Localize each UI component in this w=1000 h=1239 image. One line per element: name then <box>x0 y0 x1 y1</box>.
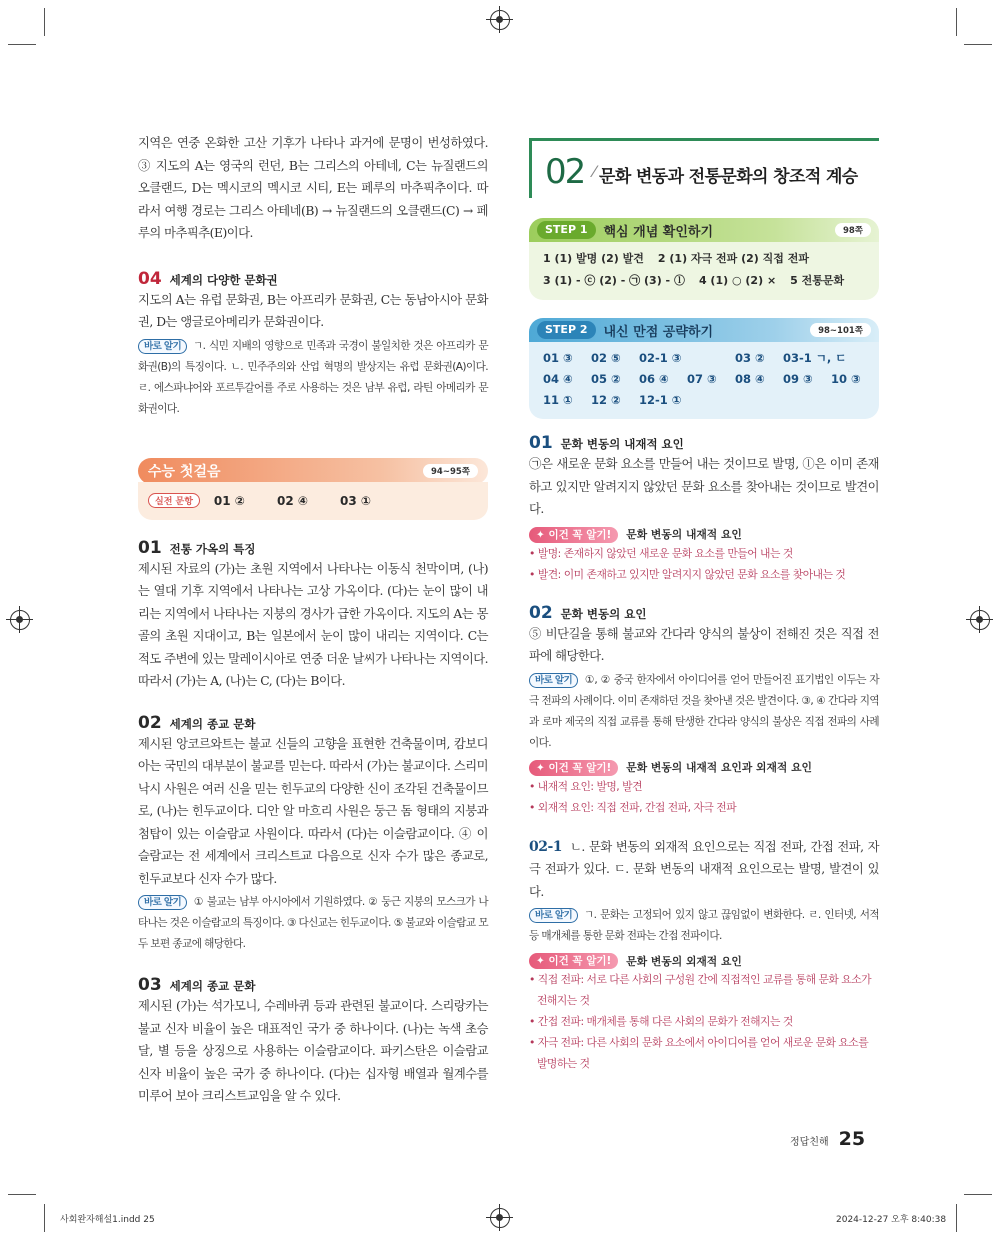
registration-mark <box>10 610 30 630</box>
page-range: 98~101쪽 <box>810 323 871 337</box>
answer-explanation: ㉠은 새로운 문화 요소를 만들어 내는 것이므로 발명, ⓛ은 이미 존재하고 있지만 알려지지 않았던 문화 요소를 찾아내는 것이므로 발견이다. <box>529 457 879 516</box>
step-title: 내신 만점 공략하기 <box>603 324 714 340</box>
question-title: 세계의 종교 문화 <box>169 979 256 993</box>
practice-tag: 실전 문항 <box>148 493 200 508</box>
section-title: 문화 변동과 전통문화의 창조적 계승 <box>599 167 858 187</box>
answer-item: 03-1 ㄱ, ㄷ <box>783 351 847 365</box>
answer-item: 01 ③ <box>543 351 573 365</box>
step1-title-bar <box>529 218 879 242</box>
question-number: 02 <box>529 602 553 623</box>
answer-explanation <box>529 836 879 904</box>
question-number: 01 <box>529 433 553 453</box>
question-header <box>138 975 488 995</box>
answer-item: 1 (1) 발명 (2) 발견 <box>543 252 644 265</box>
slash-icon: ⁄ <box>593 162 596 181</box>
list-item: • 외재적 요인: 직접 전파, 간접 전파, 자극 전파 <box>529 800 737 814</box>
correction-tag: 바로 알기 <box>529 908 578 923</box>
crop-mark <box>8 44 36 45</box>
answer-row <box>543 248 865 270</box>
answer-item: 10 ③ <box>831 372 861 386</box>
correction-text: ① 불교는 남부 아시아에서 기원하였다. ② 둥근 지붕의 모스크가 나타나는 것은 이슬람교의 특징이다. ③ 다신교는 힌두교이다. ⑤ 불교와 이슬람교 모두 보편 종교에 해당한다. <box>138 896 488 950</box>
page-range: 98쪽 <box>835 223 871 237</box>
step1-box <box>529 218 879 300</box>
answer-item: 01 ② <box>213 493 245 508</box>
answer-row <box>543 270 865 292</box>
question-title: 전통 가옥의 특징 <box>169 541 256 556</box>
suneung-answers <box>138 482 488 520</box>
suneung-box <box>138 458 488 520</box>
answer-explanation: 제시된 (가)는 석가모니, 수레바퀴 등과 관련된 불교이다. 스리랑카는 불교 신자 비율이 높은 대표적인 국가 중 하나이다. (나)는 녹색 초승달, 별 등을 상징으로 사용하는 이슬람교이다. 파키스탄은 이슬람교 신자 비율이 높은 국가 중 하나이다. (다)는 십자형 배열과 월계수를 미루어 보아 크리스트교임을 알 수 있다. <box>138 999 488 1103</box>
answer-item: 12 ② <box>591 393 621 407</box>
step2-answers <box>529 342 879 419</box>
answer-item: 05 ② <box>591 372 621 386</box>
file-info: 사회완자해설1.indd 25 <box>60 1215 155 1225</box>
section-rule <box>529 138 879 141</box>
answer-explanation: 제시된 앙코르와트는 불교 신들의 고향을 표현한 건축물이며, 캄보디아는 국민의 대부분이 불교를 믿는다. 따라서 (가)는 불교이다. 스리미낙시 사원은 여러 신을 믿는 힌두교의 다양한 신이 조각된 건축물이므로, (나)는 힌두교이다. 디안 알 마흐리 사원은 둥근 돔 형태의 지붕과 첨탑이 있는 이슬람교 사원이다. 따라서 (다)는 이슬람교이다. ④ 이슬람교는 전 세계에서 크리스트교 다음으로 신자 수가 많은 종교로, 힌두교보다 신자 수가 많다. <box>138 736 488 886</box>
list-item: • 내재적 요인: 발명, 발견 <box>529 779 643 793</box>
must-know-tag: ✦ 이건 꼭 알기! <box>529 760 618 776</box>
question-header <box>138 269 488 289</box>
list-item: • 직접 전파: 서로 다른 사회의 구성원 간에 직접적인 교류를 통해 문화 요소가 전해지는 것 <box>529 973 872 1007</box>
question-title: 문화 변동의 요인 <box>560 606 647 621</box>
must-know-title: 문화 변동의 외재적 요인 <box>626 954 742 968</box>
section-header <box>529 138 879 204</box>
answer-row <box>543 390 865 411</box>
step-label: STEP 2 <box>537 321 596 339</box>
question-header <box>138 538 488 558</box>
answer-item: 12-1 ① <box>639 393 682 407</box>
answer-explanation: 제시된 자료의 (가)는 초원 지역에서 나타나는 이동식 천막이며, (나)는 열대 기후 지역에서 나타나는 고상 가옥이다. (다)는 눈이 많이 내리는 지역에서 나타나는 지붕의 경사가 급한 가옥이다. 지도의 A는 몽골의 초원 지대이고, B는 일본에서 눈이 많이 내리는 지역이다. C는 적도 주변에 있는 말레이시아로 연중 더운 날씨가 나타나는 지역이다. 따라서 (가)는 A, (나)는 C, (다)는 B이다. <box>138 561 488 688</box>
crop-mark <box>44 8 45 36</box>
list-item: • 발견: 이미 존재하고 있지만 알려지지 않았던 문화 요소를 찾아내는 것 <box>529 567 846 581</box>
question-number: 03 <box>138 975 162 995</box>
page-number: 25 <box>838 1128 866 1150</box>
answer-text: ㄴ. 문화 변동의 외재적 요인으로는 직접 전파, 간접 전파, 자극 전파가 있다. ㄷ. 문화 변동의 내재적 요인으로는 발명, 발견이 있다. <box>529 839 879 899</box>
correction-note <box>529 670 879 754</box>
answer-item: 5 전통문화 <box>790 274 845 287</box>
answer-item: 02 ④ <box>276 493 309 508</box>
answer-explanation: ⑤ 비단길을 통해 불교와 간다라 양식의 불상이 전해진 것은 직접 전파에 해당한다. <box>529 626 880 663</box>
step2-box <box>529 318 879 419</box>
answer-item: 11 ① <box>543 393 573 407</box>
answer-row <box>543 348 865 369</box>
left-column <box>138 132 488 1108</box>
must-know-header <box>529 760 879 776</box>
question-header <box>529 433 879 453</box>
correction-note <box>138 892 488 955</box>
right-column <box>529 138 879 1074</box>
crop-mark <box>956 8 957 36</box>
section-rule <box>529 138 532 198</box>
answer-row <box>543 369 865 390</box>
answer-item: 03 ② <box>735 351 765 365</box>
section-number: 02 <box>545 152 585 192</box>
question-header <box>529 603 879 623</box>
correction-text: ㄱ. 식민 지배의 영향으로 민족과 국경이 불일치한 것은 아프리카 문화권(B)의 특징이다. ㄴ. 민주주의와 산업 혁명의 발상지는 유럽 문화권(A)이다. ㄹ. 에스파냐어와 포르투갈어를 주로 사용하는 것은 남부 유럽, 라틴 아메리카 문화권이다. <box>138 339 488 415</box>
correction-text: ①, ② 중국 한자에서 아이디어를 얻어 만들어진 표기법인 이두는 자극 전파의 사례이다. 이미 존재하던 것을 찾아낸 것은 발견이다. ③, ④ 간다라 지역과 로마 제국의 직접 교류를 통해 탄생한 간다라 양식의 불상은 직접 전파의 사례이다. <box>529 673 879 749</box>
list-item: • 자극 전파: 다른 사회의 문화 요소에서 아이디어를 얻어 새로운 문화 요소를 발명하는 것 <box>529 1036 869 1070</box>
answer-item: 08 ④ <box>735 372 765 386</box>
must-know-box <box>529 527 879 585</box>
registration-mark <box>490 1208 510 1228</box>
answer-item: 02-1 ③ <box>639 351 682 365</box>
answer-item: 3 (1) - ⓒ (2) - ㉠ (3) - ⓛ <box>543 274 685 287</box>
answer-item: 2 (1) 자극 전파 (2) 직접 전파 <box>657 252 809 265</box>
step2-title-bar <box>529 318 879 342</box>
correction-note <box>529 905 879 947</box>
must-know-header <box>529 527 879 543</box>
must-know-title: 문화 변동의 내재적 요인 <box>626 528 742 541</box>
crop-mark <box>964 1194 992 1195</box>
answer-item: 09 ③ <box>783 372 813 386</box>
registration-mark <box>970 610 990 630</box>
answer-item: 04 ④ <box>543 372 573 386</box>
question-header <box>138 713 488 733</box>
question-number: 02-1 <box>529 838 563 855</box>
suneung-title-bar <box>138 458 488 484</box>
answer-item: 4 (1) ○ (2) × <box>698 274 777 287</box>
question-number: 04 <box>138 268 162 289</box>
must-know-header <box>529 953 879 969</box>
step1-answers <box>529 242 879 300</box>
page-label: 정답친해 <box>790 1137 829 1148</box>
question-title: 세계의 다양한 문화권 <box>169 272 278 287</box>
must-know-tag: ✦ 이건 꼭 알기! <box>529 527 618 543</box>
must-know-title: 문화 변동의 내재적 요인과 외재적 요인 <box>626 761 812 774</box>
answer-item: 03 ① <box>340 493 372 508</box>
crop-mark <box>8 1194 36 1195</box>
correction-tag: 바로 알기 <box>529 673 578 688</box>
correction-text: ㄱ. 문화는 고정되어 있지 않고 끊임없이 변화한다. ㄹ. 인터넷, 서적 등 매개체를 통한 문화 전파는 간접 전파이다. <box>529 909 879 942</box>
correction-note <box>138 336 488 420</box>
list-item: • 간접 전파: 매개체를 통해 다른 사회의 문화가 전해지는 것 <box>529 1015 793 1028</box>
answer-item: 07 ③ <box>687 372 717 386</box>
answer-explanation: 지도의 A는 유럽 문화권, B는 아프리카 문화권, C는 동남아시아 문화권, D는 앵글로아메리카 문화권이다. <box>138 292 488 329</box>
must-know-tag: ✦ 이건 꼭 알기! <box>529 953 618 969</box>
question-number: 02 <box>138 712 162 733</box>
page-footer <box>790 1128 865 1150</box>
correction-tag: 바로 알기 <box>138 339 187 354</box>
crop-mark <box>964 44 992 45</box>
registration-mark <box>490 10 510 30</box>
question-title: 세계의 종교 문화 <box>169 716 256 731</box>
answer-item: 06 ④ <box>639 372 669 386</box>
list-item: • 발명: 존재하지 않았던 새로운 문화 요소를 만들어 내는 것 <box>529 546 793 560</box>
must-know-box <box>529 760 879 818</box>
crop-mark <box>44 1204 45 1232</box>
question-title: 문화 변동의 내재적 요인 <box>560 437 684 451</box>
must-know-box <box>529 953 879 1074</box>
answer-item: 02 ⑤ <box>591 351 621 365</box>
crop-mark <box>956 1204 957 1232</box>
page-range: 94~95쪽 <box>423 464 478 478</box>
print-timestamp: 2024-12-27 오후 8:40:38 <box>836 1215 947 1225</box>
suneung-title: 수능 첫걸음 <box>148 463 221 480</box>
step-title: 핵심 개념 확인하기 <box>603 224 714 240</box>
intro-text: 지역은 연중 온화한 고산 기후가 나타나 과거에 문명이 번성하였다. ③ 지도의 A는 영국의 런던, B는 그리스의 아테네, C는 뉴질랜드의 오클랜드, D는 멕시코의 멕시코 시티, E는 페루의 마추픽추이다. 따라서 여행 경로는 그리스 아테네(B) → 뉴질랜드의 오클랜드(C) → 페루의 마추픽추(E)이다. <box>138 136 488 240</box>
correction-tag: 바로 알기 <box>138 895 187 910</box>
step-label: STEP 1 <box>537 221 596 239</box>
question-number: 01 <box>138 537 162 558</box>
